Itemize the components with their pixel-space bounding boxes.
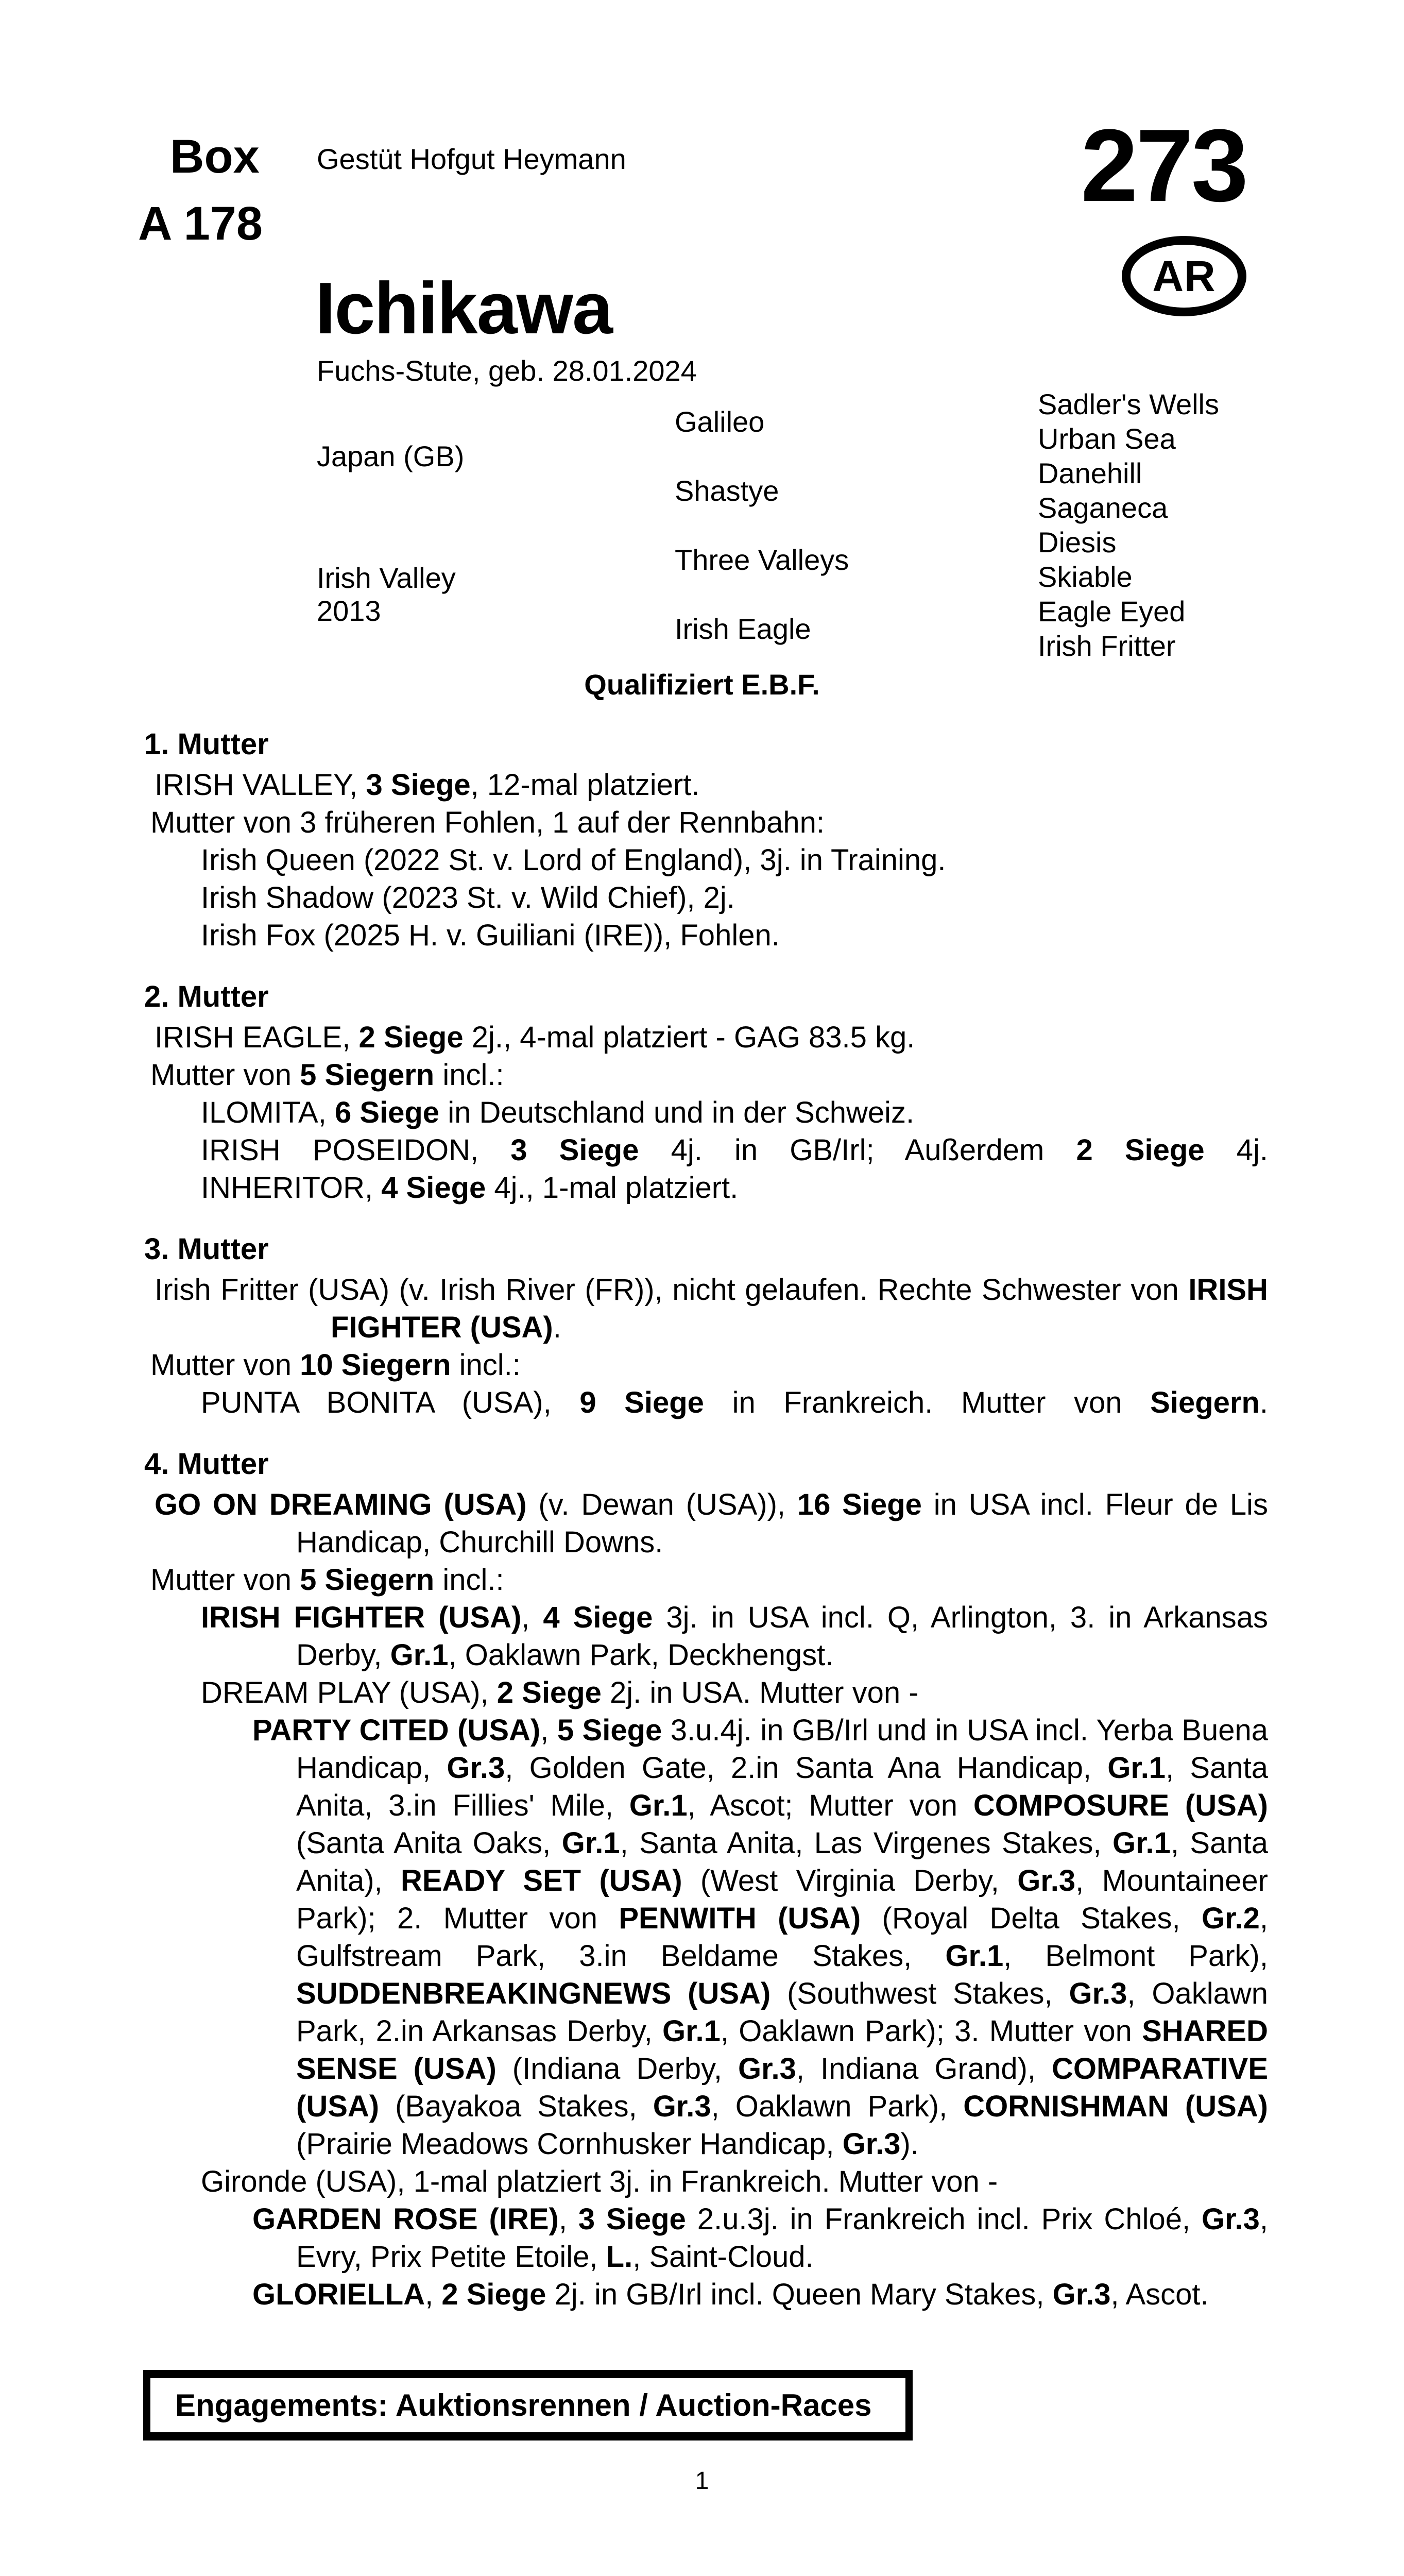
- pedigree-name: Japan (GB): [317, 439, 465, 472]
- consignor-name: Gestüt Hofgut Heymann: [317, 143, 626, 175]
- pedigree-entry: PARTY CITED (USA), 5 Siege 3.u.4j. in GB/Irl und in USA incl. Yerba Buena Handicap, Gr.3, Golden Gate, 2.in Santa Ana Handicap, Gr.1, Santa Anita, 3.in Fillies' Mile, Gr.1, Ascot; Mutter von COMPOSURE (USA) (Santa Anita Oaks, Gr.1, Santa Anita, Las Virgenes Stakes, Gr.1, Santa Anita), READY SET (USA) (West Virginia Derby, Gr.3, Mountaineer Park); 2. Mutter von PENWITH (USA) (Royal Delta Stakes, Gr.2, Gulfstream Park, 3.in Beldame Stakes, Gr.1, Belmont Park), SUDDENBREAKINGNEWS (USA) (Southwest Stakes, Gr.3, Oaklawn Park, 2.in Arkansas Derby, Gr.1, Oaklawn Park); 3. Mutter von SHARED SENSE (USA) (Indiana Derby, Gr.3, Indiana Grand), COMPARATIVE (USA) (Bayakoa Stakes, Gr.3, Oaklawn Park), CORNISHMAN (USA) (Prairie Meadows Cornhusker Handicap, Gr.3).: [252, 1714, 1269, 2161]
- pedigree-dam-year: 2013: [317, 595, 381, 627]
- pedigree-great-grandparent: Irish Fritter: [1038, 630, 1176, 663]
- pedigree-entry: Irish Queen (2022 St. v. Lord of England), 3j. in Training.: [201, 843, 946, 877]
- section-heading: 4. Mutter: [144, 1447, 269, 1481]
- pedigree-great-grandparent: Danehill: [1038, 457, 1142, 490]
- qualification-note: Qualifiziert E.B.F.: [584, 668, 820, 701]
- pedigree-entry: INHERITOR, 4 Siege 4j., 1-mal platziert.: [201, 1171, 739, 1205]
- section-heading: 1. Mutter: [144, 727, 269, 761]
- pedigree-grandparent: Three Valleys: [675, 543, 849, 576]
- pedigree-grandparent: Galileo: [675, 405, 765, 438]
- page-number: 1: [695, 2467, 709, 2495]
- pedigree-entry: Mutter von 5 Siegern incl.:: [150, 1563, 504, 1597]
- engagements-label: Engagements: Auktionsrennen / Auction-Races: [175, 2388, 872, 2422]
- pedigree-name: Irish Valley: [317, 561, 456, 594]
- pedigree-great-grandparent: Urban Sea: [1038, 422, 1176, 455]
- section-heading: 2. Mutter: [144, 980, 269, 1013]
- box-number: A 178: [138, 197, 263, 250]
- pedigree-entry: GLORIELLA, 2 Siege 2j. in GB/Irl incl. Queen Mary Stakes, Gr.3, Ascot.: [252, 2278, 1209, 2311]
- box-label: Box: [170, 130, 260, 183]
- section-heading: 3. Mutter: [144, 1232, 269, 1266]
- pedigree-entry: IRISH VALLEY, 3 Siege, 12-mal platziert.: [155, 768, 700, 802]
- pedigree-great-grandparent: Saganeca: [1038, 492, 1168, 524]
- pedigree-entry: IRISH FIGHTER (USA), 4 Siege 3j. in USA incl. Q, Arlington, 3. in Arkansas Derby, Gr.1, Oaklawn Park, Deckhengst.: [201, 1601, 1268, 1672]
- horse-details: Fuchs-Stute, geb. 28.01.2024: [317, 354, 697, 387]
- pedigree-entry: Mutter von 10 Siegern incl.:: [150, 1348, 521, 1382]
- pedigree-entry: IRISH POSEIDON, 3 Siege 4j. in GB/Irl; Außerdem 2 Siege 4j.: [201, 1133, 1269, 1167]
- pedigree-entry: ILOMITA, 6 Siege in Deutschland und in der Schweiz.: [201, 1096, 915, 1129]
- pedigree-entry: DREAM PLAY (USA), 2 Siege 2j. in USA. Mutter von -: [201, 1676, 919, 1709]
- pedigree-sire: [317, 387, 675, 526]
- pedigree-entry: GARDEN ROSE (IRE), 3 Siege 2.u.3j. in Frankreich incl. Prix Chloé, Gr.3, Evry, Prix Petite Etoile, L., Saint-Cloud.: [252, 2202, 1268, 2274]
- engagements-box: [143, 2370, 913, 2441]
- pedigree-dam: [317, 526, 675, 664]
- horse-name: Ichikawa: [315, 267, 612, 349]
- pedigree-great-grandparent: Eagle Eyed: [1038, 595, 1186, 628]
- pedigree-entry: GO ON DREAMING (USA) (v. Dewan (USA)), 16 Siege in USA incl. Fleur de Lis Handicap, Churchill Downs.: [155, 1488, 1269, 1559]
- pedigree-entry: Mutter von 3 früheren Fohlen, 1 auf der Rennbahn:: [150, 806, 825, 839]
- ar-badge-icon: [1122, 236, 1246, 316]
- pedigree-entry: IRISH EAGLE, 2 Siege 2j., 4-mal platziert - GAG 83.5 kg.: [155, 1021, 915, 1054]
- pedigree-entry: Gironde (USA), 1-mal platziert 3j. in Frankreich. Mutter von -: [201, 2165, 998, 2198]
- pedigree-table: [317, 387, 1267, 664]
- lot-number: 273: [1081, 108, 1246, 223]
- pedigree-entry: Irish Fox (2025 H. v. Guiliani (IRE)), Fohlen.: [201, 919, 780, 952]
- pedigree-grandparent: Shastye: [675, 474, 779, 507]
- pedigree-entry: PUNTA BONITA (USA), 9 Siege in Frankreich. Mutter von Siegern.: [201, 1386, 1269, 1419]
- pedigree-great-grandparent: Sadler's Wells: [1038, 388, 1219, 421]
- ar-badge-label: AR: [1152, 251, 1216, 300]
- pedigree-entry: Mutter von 5 Siegern incl.:: [150, 1058, 504, 1092]
- pedigree-grandparent: Irish Eagle: [675, 612, 811, 645]
- pedigree-great-grandparent: Skiable: [1038, 561, 1133, 594]
- pedigree-entry: Irish Shadow (2023 St. v. Wild Chief), 2j.: [201, 881, 735, 914]
- dam-line-sections: [139, 725, 1268, 2313]
- pedigree-great-grandparent: Diesis: [1038, 526, 1117, 559]
- pedigree-entry: Irish Fritter (USA) (v. Irish River (FR)), nicht gelaufen. Rechte Schwester von IRISH FIGHTER (USA).: [155, 1273, 1268, 1344]
